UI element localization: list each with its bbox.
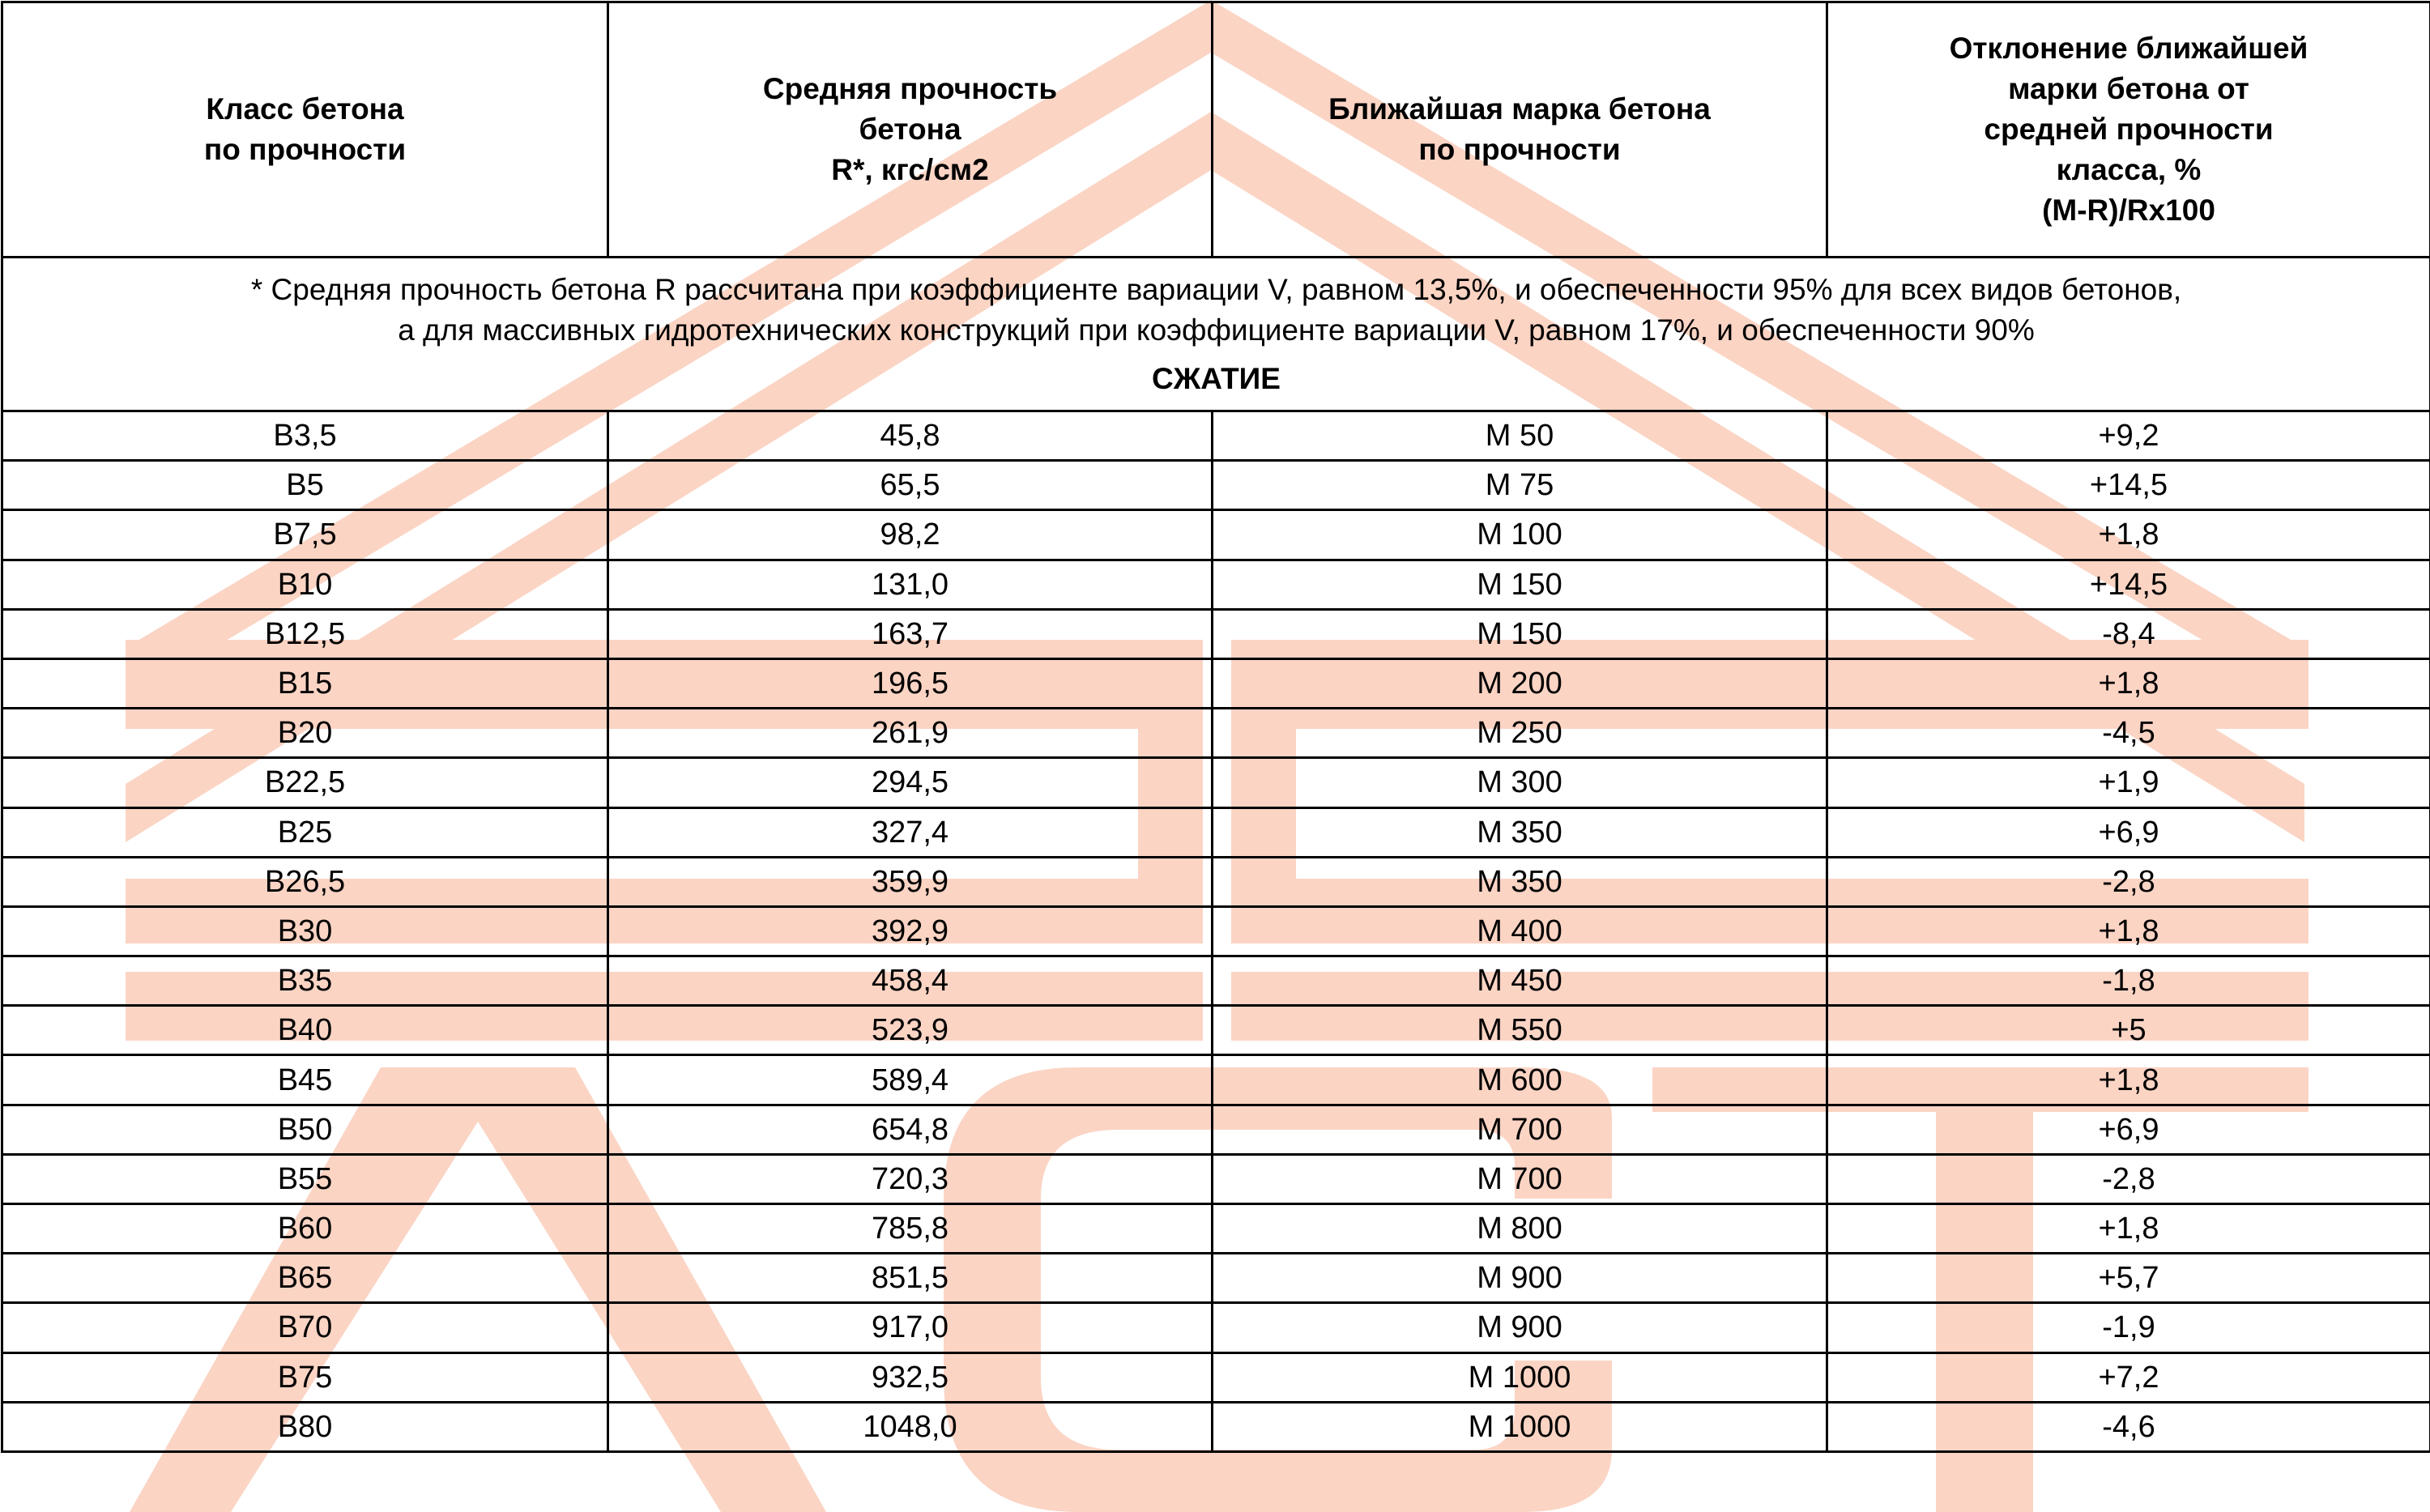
cell-nearest-grade: М 900	[1213, 1254, 1827, 1303]
header-concrete-class	[2, 2, 608, 258]
cell-average-strength: 327,4	[608, 807, 1213, 857]
cell-nearest-grade: М 700	[1213, 1154, 1827, 1203]
table-row	[2, 1254, 2430, 1303]
cell-average-strength: 523,9	[608, 1006, 1213, 1055]
cell-average-strength: 785,8	[608, 1204, 1213, 1254]
header-line: марки бетона от	[2008, 72, 2249, 105]
cell-nearest-grade: М 75	[1213, 461, 1827, 510]
cell-deviation: +1,8	[1827, 1055, 2430, 1105]
cell-deviation: +9,2	[1827, 411, 2430, 461]
cell-concrete-class: В22,5	[2, 758, 608, 807]
cell-nearest-grade: М 50	[1213, 411, 1827, 461]
cell-deviation: +14,5	[1827, 461, 2430, 510]
cell-concrete-class: В25	[2, 807, 608, 857]
cell-deviation: +6,9	[1827, 1105, 2430, 1154]
table-row	[2, 510, 2430, 560]
footnote-cell	[2, 258, 2430, 411]
table-row	[2, 1154, 2430, 1203]
cell-average-strength: 851,5	[608, 1254, 1213, 1303]
cell-deviation: -2,8	[1827, 1154, 2430, 1203]
cell-concrete-class: В80	[2, 1402, 608, 1451]
cell-nearest-grade: М 350	[1213, 857, 1827, 906]
table-row	[2, 658, 2430, 708]
header-line: Ближайшая марка бетона	[1328, 92, 1711, 126]
cell-nearest-grade: М 350	[1213, 807, 1827, 857]
cell-nearest-grade: М 1000	[1213, 1402, 1827, 1451]
table-row	[2, 1105, 2430, 1154]
table-row	[2, 461, 2430, 510]
table-row	[2, 1006, 2430, 1055]
header-line: средней прочности	[1984, 113, 2274, 146]
table-row	[2, 1402, 2430, 1451]
cell-concrete-class: В7,5	[2, 510, 608, 560]
cell-concrete-class: В15	[2, 658, 608, 708]
cell-deviation: +1,8	[1827, 658, 2430, 708]
footnote-line-1: * Средняя прочность бетона R рассчитана при коэффициенте вариации V, равном 13,5%, и обеспеченности 95% для всех видов бетонов,	[250, 272, 2182, 306]
cell-nearest-grade: М 100	[1213, 510, 1827, 560]
cell-deviation: +1,8	[1827, 510, 2430, 560]
cell-deviation: +5,7	[1827, 1254, 2430, 1303]
cell-average-strength: 720,3	[608, 1154, 1213, 1203]
cell-deviation: -8,4	[1827, 609, 2430, 658]
cell-deviation: +1,9	[1827, 758, 2430, 807]
cell-deviation: +1,8	[1827, 906, 2430, 956]
header-line: Отклонение ближайшей	[1949, 32, 2308, 65]
section-title-compression: СЖАТИЕ	[1152, 361, 1281, 395]
cell-nearest-grade: М 150	[1213, 560, 1827, 609]
table-row	[2, 560, 2430, 609]
header-line: класса, %	[2056, 153, 2202, 186]
footnote-row	[2, 258, 2430, 411]
table-row	[2, 1055, 2430, 1105]
cell-average-strength: 392,9	[608, 906, 1213, 956]
table-header-row	[2, 2, 2430, 258]
cell-concrete-class: В20	[2, 709, 608, 758]
cell-deviation: -4,5	[1827, 709, 2430, 758]
table-row	[2, 411, 2430, 461]
cell-concrete-class: В45	[2, 1055, 608, 1105]
cell-nearest-grade: М 250	[1213, 709, 1827, 758]
cell-concrete-class: В12,5	[2, 609, 608, 658]
cell-average-strength: 131,0	[608, 560, 1213, 609]
cell-nearest-grade: М 600	[1213, 1055, 1827, 1105]
table-row	[2, 906, 2430, 956]
cell-deviation: +14,5	[1827, 560, 2430, 609]
cell-nearest-grade: М 400	[1213, 906, 1827, 956]
cell-deviation: +5	[1827, 1006, 2430, 1055]
cell-deviation: -1,9	[1827, 1303, 2430, 1352]
header-line: Класс бетона	[206, 92, 404, 126]
cell-concrete-class: В3,5	[2, 411, 608, 461]
cell-average-strength: 196,5	[608, 658, 1213, 708]
cell-nearest-grade: М 300	[1213, 758, 1827, 807]
header-nearest-grade	[1213, 2, 1827, 258]
header-average-strength	[608, 2, 1213, 258]
cell-average-strength: 65,5	[608, 461, 1213, 510]
table-row	[2, 857, 2430, 906]
table-row	[2, 956, 2430, 1006]
cell-nearest-grade: М 150	[1213, 609, 1827, 658]
cell-concrete-class: В50	[2, 1105, 608, 1154]
footnote-line-2: а для массивных гидротехнических конструкций при коэффициенте вариации V, равном 17%, и обеспеченности 90%	[398, 313, 2035, 347]
header-line: по прочности	[1418, 133, 1621, 166]
cell-concrete-class: В40	[2, 1006, 608, 1055]
cell-deviation: +7,2	[1827, 1352, 2430, 1402]
header-line: по прочности	[203, 133, 407, 166]
cell-concrete-class: В10	[2, 560, 608, 609]
table-row	[2, 1352, 2430, 1402]
cell-average-strength: 294,5	[608, 758, 1213, 807]
cell-average-strength: 458,4	[608, 956, 1213, 1006]
table-row	[2, 758, 2430, 807]
cell-nearest-grade: М 450	[1213, 956, 1827, 1006]
cell-nearest-grade: М 200	[1213, 658, 1827, 708]
cell-concrete-class: В30	[2, 906, 608, 956]
cell-average-strength: 917,0	[608, 1303, 1213, 1352]
table-body	[2, 411, 2430, 1452]
cell-average-strength: 163,7	[608, 609, 1213, 658]
cell-concrete-class: В26,5	[2, 857, 608, 906]
cell-deviation: -4,6	[1827, 1402, 2430, 1451]
cell-nearest-grade: М 800	[1213, 1204, 1827, 1254]
cell-average-strength: 45,8	[608, 411, 1213, 461]
cell-concrete-class: В65	[2, 1254, 608, 1303]
table-row	[2, 807, 2430, 857]
cell-deviation: +1,8	[1827, 1204, 2430, 1254]
cell-concrete-class: В5	[2, 461, 608, 510]
cell-concrete-class: В55	[2, 1154, 608, 1203]
cell-deviation: -2,8	[1827, 857, 2430, 906]
cell-average-strength: 98,2	[608, 510, 1213, 560]
cell-concrete-class: В75	[2, 1352, 608, 1402]
cell-deviation: -1,8	[1827, 956, 2430, 1006]
cell-average-strength: 589,4	[608, 1055, 1213, 1105]
cell-nearest-grade: М 700	[1213, 1105, 1827, 1154]
header-line: R*, кгс/см2	[831, 153, 989, 186]
cell-nearest-grade: М 550	[1213, 1006, 1827, 1055]
cell-nearest-grade: М 900	[1213, 1303, 1827, 1352]
cell-average-strength: 932,5	[608, 1352, 1213, 1402]
cell-average-strength: 1048,0	[608, 1402, 1213, 1451]
header-deviation	[1827, 2, 2430, 258]
cell-nearest-grade: М 1000	[1213, 1352, 1827, 1402]
header-line: бетона	[859, 113, 961, 146]
cell-average-strength: 261,9	[608, 709, 1213, 758]
cell-average-strength: 359,9	[608, 857, 1213, 906]
table-row	[2, 609, 2430, 658]
cell-concrete-class: В60	[2, 1204, 608, 1254]
table-row	[2, 1204, 2430, 1254]
cell-concrete-class: В70	[2, 1303, 608, 1352]
cell-concrete-class: В35	[2, 956, 608, 1006]
table-row	[2, 1303, 2430, 1352]
cell-average-strength: 654,8	[608, 1105, 1213, 1154]
concrete-strength-table	[1, 1, 2430, 1453]
cell-deviation: +6,9	[1827, 807, 2430, 857]
table-row	[2, 709, 2430, 758]
header-line: (M-R)/Rx100	[2042, 194, 2215, 227]
header-line: Средняя прочность	[762, 72, 1058, 105]
